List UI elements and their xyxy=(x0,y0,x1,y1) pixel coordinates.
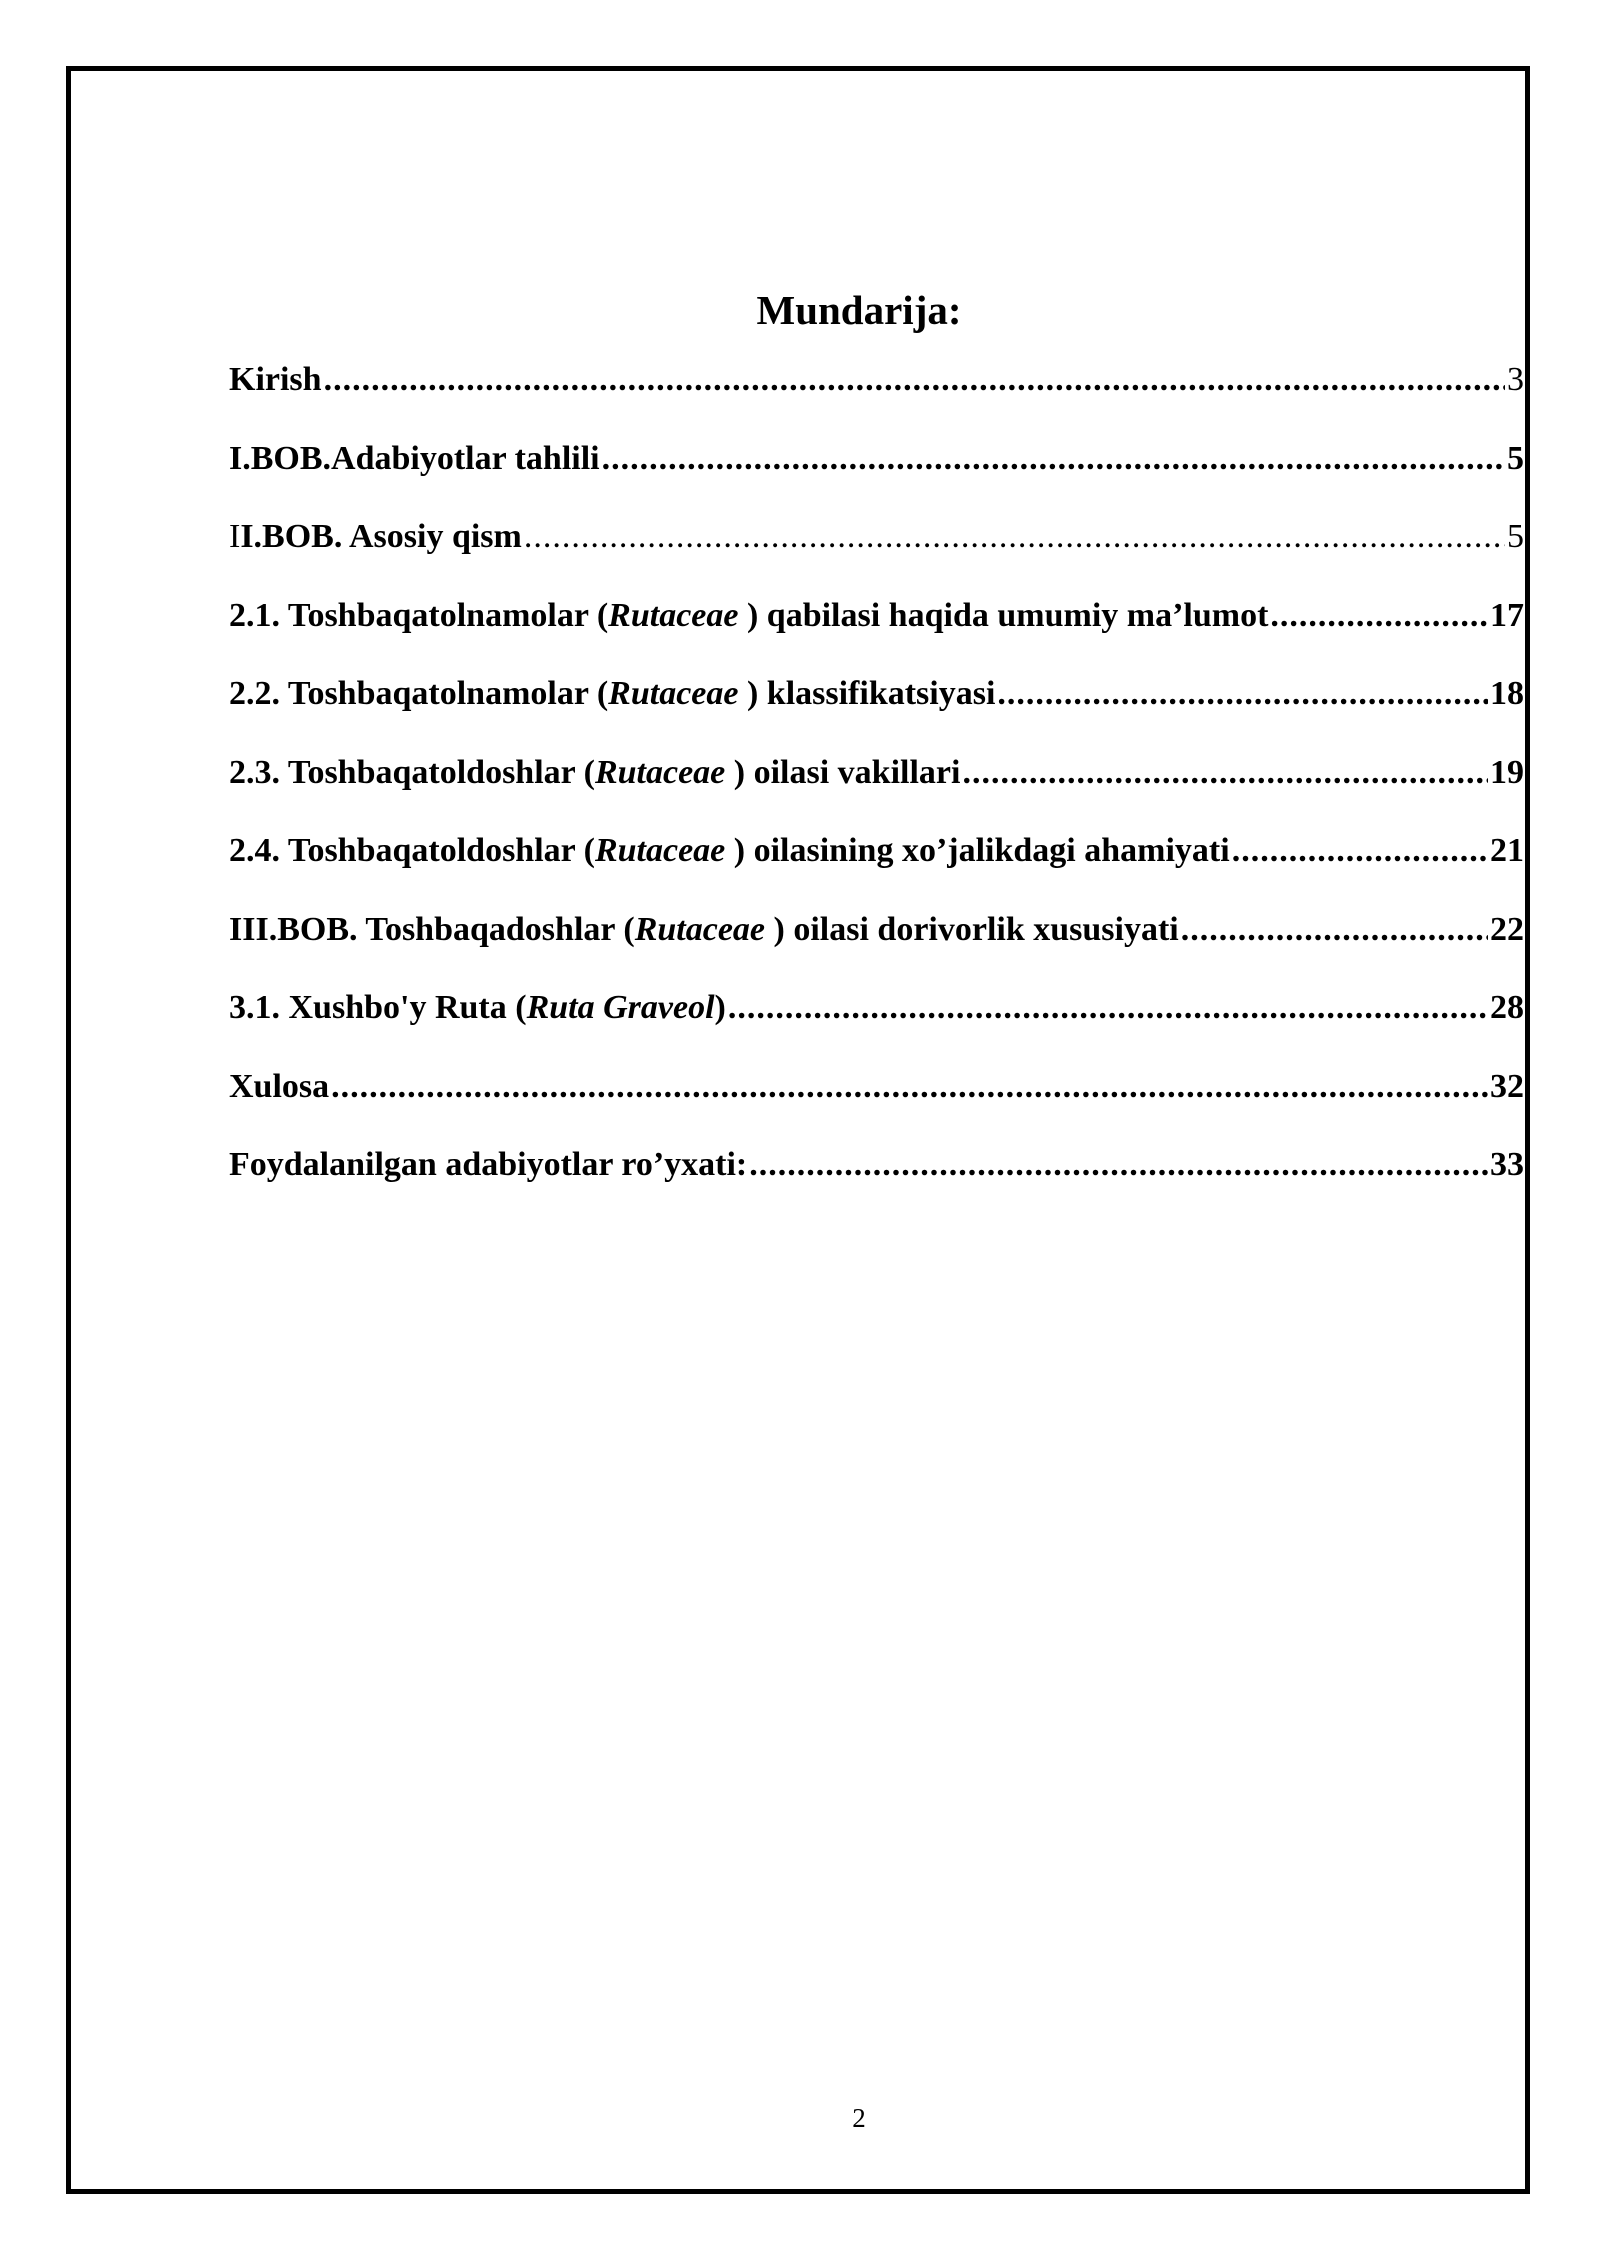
toc-title: Mundarija: xyxy=(756,287,962,333)
toc-entry-label: III.BOB. Toshbaqadoshlar (Rutaceae ) oilasi dorivorlik xususiyati xyxy=(229,910,1179,948)
toc-entry-latin-name: Rutaceae xyxy=(634,910,766,948)
toc-entry-latin-name: Rutaceae xyxy=(608,675,739,712)
toc-entry-label: II.BOB. Asosiy qism xyxy=(229,518,522,555)
toc-leader-dots xyxy=(728,980,1488,1036)
toc-entry-2-2[interactable] xyxy=(229,666,1524,745)
toc-leader-dots xyxy=(524,509,1505,565)
toc-entry-latin-name: Rutaceae xyxy=(608,596,739,634)
toc-page-number: 19 xyxy=(1490,753,1524,791)
toc-page-number: 5 xyxy=(1507,439,1524,477)
toc-page-number: 28 xyxy=(1490,989,1524,1026)
toc-leader-dots xyxy=(1232,823,1488,879)
toc-entry-label: 2.2. Toshbaqatolnamolar (Rutaceae ) klassifikatsiyasi xyxy=(229,675,996,712)
table-of-contents xyxy=(229,352,1524,1216)
toc-page-number: 5 xyxy=(1507,518,1524,555)
toc-entry-latin-name: Rutaceae xyxy=(594,832,726,869)
toc-leader-dots xyxy=(997,666,1488,722)
toc-entry-label: 2.4. Toshbaqatoldoshlar (Rutaceae ) oilasining xo’jalikdagi ahamiyati xyxy=(229,832,1230,869)
toc-page-number: 18 xyxy=(1490,675,1524,712)
toc-entry-2-4[interactable] xyxy=(229,823,1524,902)
toc-entry-prefix: I xyxy=(229,518,241,555)
toc-entry-2-3[interactable] xyxy=(229,745,1524,824)
toc-entry-label: 2.3. Toshbaqatoldoshlar (Rutaceae ) oilasi vakillari xyxy=(229,753,961,791)
toc-entry-asosiy-qism[interactable] xyxy=(229,509,1524,588)
toc-entry-latin-name: Ruta Graveol xyxy=(526,989,715,1026)
toc-leader-dots xyxy=(1181,902,1488,958)
toc-page-number: 3 xyxy=(1507,361,1524,398)
toc-entry-label: Kirish xyxy=(229,361,322,398)
toc-entry-adabiyotlar-tahlili[interactable] xyxy=(229,431,1524,510)
toc-entry-iii-bob[interactable] xyxy=(229,902,1524,981)
toc-leader-dots xyxy=(602,431,1505,487)
toc-page-number: 22 xyxy=(1490,910,1524,948)
page-number: 2 xyxy=(852,2103,866,2133)
toc-entry-3-1[interactable] xyxy=(229,980,1524,1059)
toc-entry-foydalanilgan-adabiyotlar[interactable] xyxy=(229,1137,1524,1216)
toc-entry-kirish[interactable] xyxy=(229,352,1524,431)
toc-entry-label: I.BOB.Adabiyotlar tahlili xyxy=(229,439,600,477)
toc-leader-dots xyxy=(962,745,1488,801)
toc-leader-dots xyxy=(324,352,1505,408)
toc-leader-dots xyxy=(749,1137,1488,1193)
toc-leader-dots xyxy=(1270,588,1488,644)
toc-leader-dots xyxy=(331,1059,1488,1115)
toc-entry-label: Xulosa xyxy=(229,1067,330,1105)
toc-page-number: 33 xyxy=(1490,1146,1524,1183)
toc-entry-label: 2.1. Toshbaqatolnamolar (Rutaceae ) qabilasi haqida umumiy ma’lumot xyxy=(229,596,1269,634)
toc-entry-xulosa[interactable] xyxy=(229,1059,1524,1138)
toc-page-number: 32 xyxy=(1490,1067,1524,1105)
toc-page-number: 17 xyxy=(1490,596,1524,634)
toc-entry-label: 3.1. Xushbo'y Ruta (Ruta Graveol) xyxy=(229,989,726,1026)
toc-entry-label: Foydalanilgan adabiyotlar ro’yxati: xyxy=(229,1146,748,1183)
toc-entry-latin-name: Rutaceae xyxy=(594,753,726,791)
toc-entry-2-1[interactable] xyxy=(229,588,1524,667)
toc-page-number: 21 xyxy=(1490,832,1524,869)
